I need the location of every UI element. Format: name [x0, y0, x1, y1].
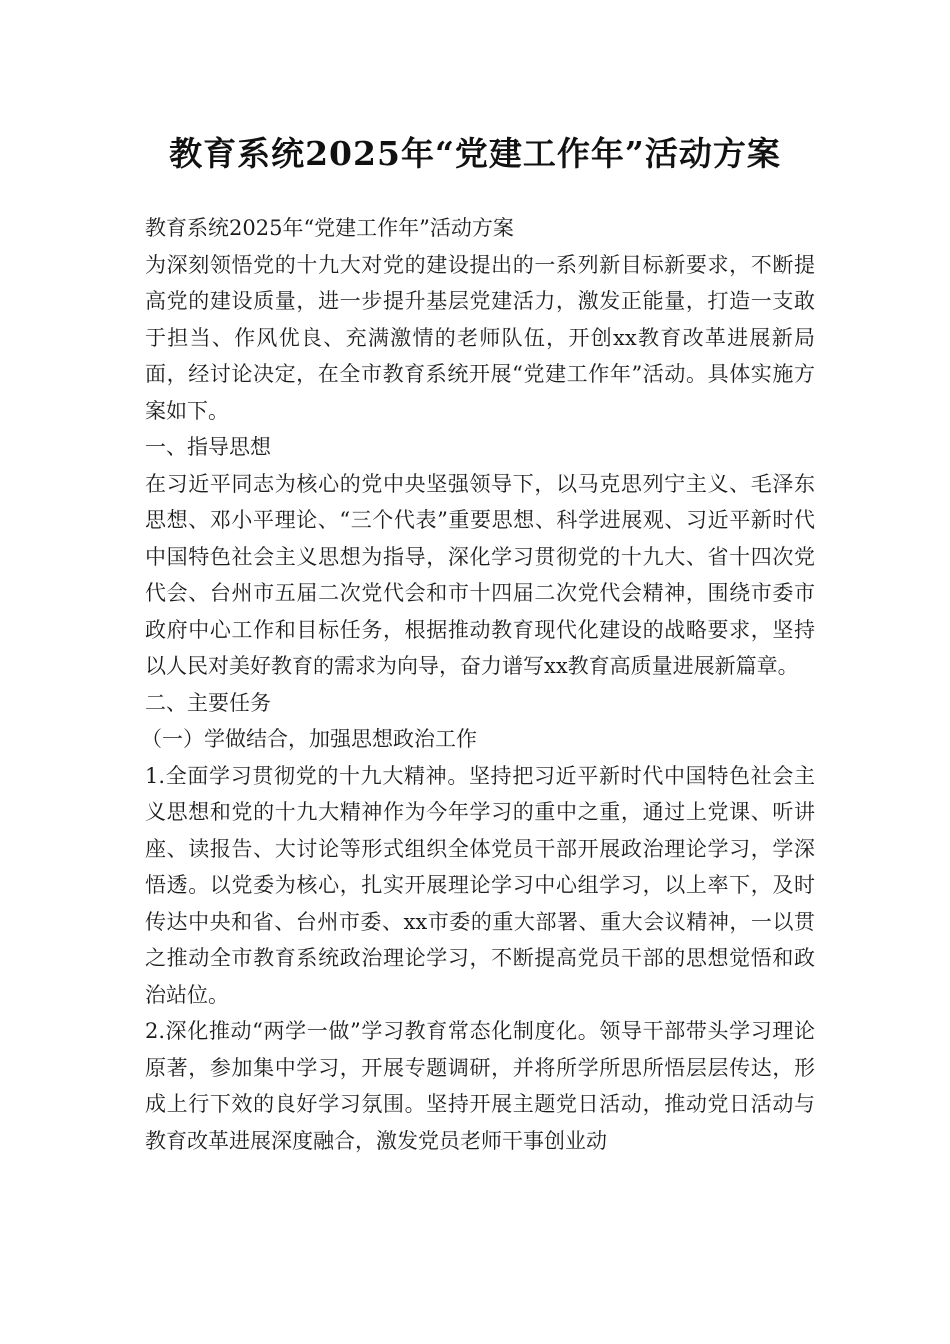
paragraph-intro: 为深刻领悟党的十九大对党的建设提出的一系列新目标新要求，不断提高党的建设质量，进一步提升基层党建活力，激发正能量，打造一支敢于担当、作风优良、充满激情的老师队伍，开创xx教育改革进展新局面，经讨论决定，在全市教育系统开展“党建工作年”活动。具体实施方案如下。: [145, 252, 815, 423]
paragraph-guiding-thought: 在习近平同志为核心的党中央坚强领导下，以马克思列宁主义、毛泽东思想、邓小平理论、“三个代表”重要思想、科学进展观、习近平新时代中国特色社会主义思想为指导，深化学习贯彻党的十九大、省十四次党代会、台州市五届二次党代会和市十四届二次党代会精神，围绕市委市政府中心工作和目标任务，根据推动教育现代化建设的战略要求，坚持以人民对美好教育的需求为向导，奋力谱写xx教育高质量进展新篇章。: [145, 471, 815, 678]
document-body: [141, 210, 815, 1159]
paragraph-item-1: 1.全面学习贯彻党的十九大精神。坚持把习近平新时代中国特色社会主义思想和党的十九大精神作为今年学习的重中之重，通过上党课、听讲座、读报告、大讨论等形式组织全体党员干部开展政治理论学习，学深悟透。以党委为核心，扎实开展理论学习中心组学习，以上率下，及时传达中央和省、台州市委、xx市委的重大部署、重大会议精神，一以贯之推动全市教育系统政治理论学习，不断提高党员干部的思想觉悟和政治站位。: [145, 763, 815, 1007]
subsection-heading-study: （一）学做结合，加强思想政治工作: [141, 727, 477, 751]
paragraph-subtitle: 教育系统2025年“党建工作年”活动方案: [145, 216, 514, 240]
paragraph-item-2: 2.深化推动“两学一做”学习教育常态化制度化。领导干部带头学习理论原著，参加集中学习，开展专题调研，并将所学所思所悟层层传达，形成上行下效的良好学习氛围。坚持开展主题党日活动，推动党日活动与教育改革进展深度融合，激发党员老师干事创业动: [145, 1019, 815, 1153]
section-heading-main-tasks: 二、主要任务: [145, 690, 271, 715]
section-heading-guiding-thought: 一、指导思想: [145, 435, 271, 459]
document-title: 教育系统2025年“党建工作年”活动方案: [169, 134, 781, 173]
